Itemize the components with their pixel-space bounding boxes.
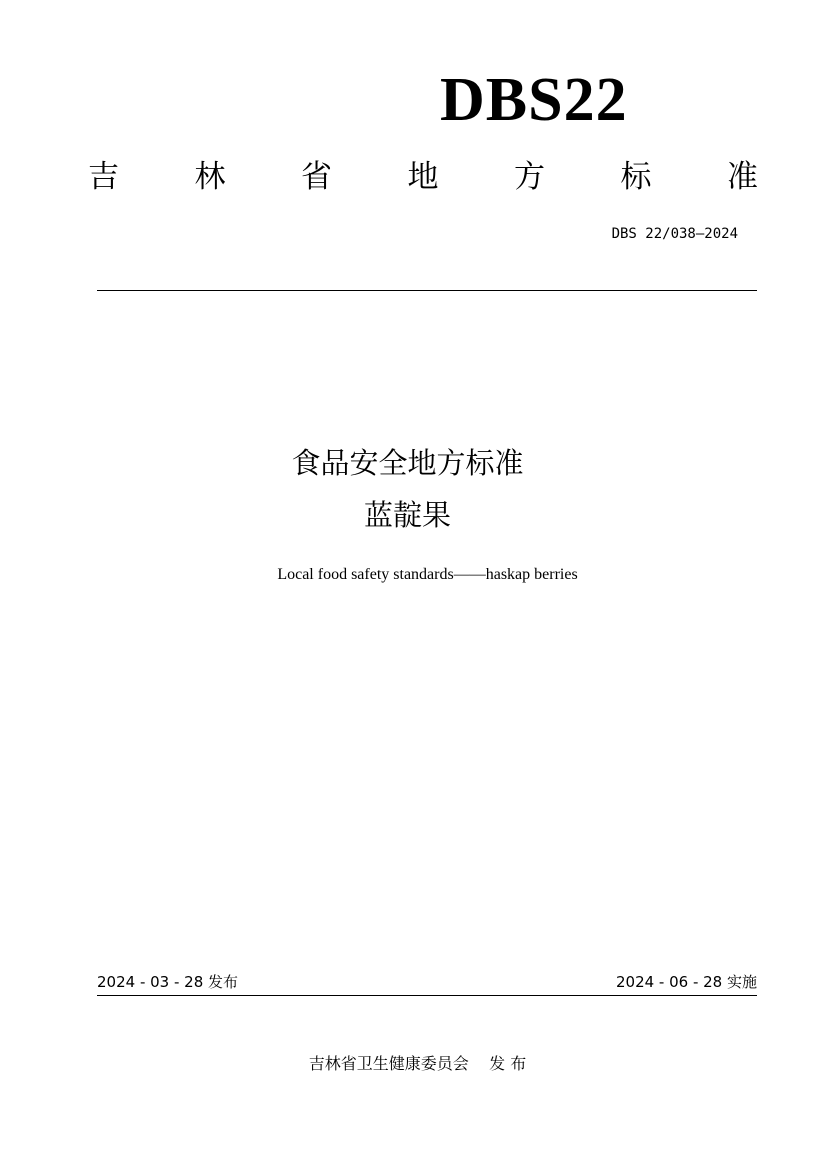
standard-type-char: 林 xyxy=(194,159,226,195)
standard-type-char: 方 xyxy=(514,159,545,195)
implementation-date: 2024 - 06 - 28 实施 xyxy=(615,973,757,991)
standard-type-char: 标 xyxy=(620,159,652,195)
document-title: 食品安全地方标准 xyxy=(291,446,524,480)
standard-type-char: 地 xyxy=(407,159,439,195)
footer-divider xyxy=(97,995,757,996)
standard-code-mark: DBS22 xyxy=(440,66,628,134)
standard-type-char: 准 xyxy=(727,159,758,195)
standard-number: DBS 22/038—2024 xyxy=(611,226,738,242)
standard-type-char: 省 xyxy=(301,159,332,195)
standard-type-char: 吉 xyxy=(88,159,119,195)
document-subtitle: 蓝靛果 xyxy=(363,498,451,532)
standard-type-heading xyxy=(88,152,758,202)
english-title: Local food safety standards——haskap berries xyxy=(277,566,578,583)
publisher-line: 吉林省卫生健康委员会 发 布 xyxy=(308,1054,527,1073)
header-divider xyxy=(97,290,757,291)
issue-date: 2024 - 03 - 28 发布 xyxy=(97,973,239,991)
